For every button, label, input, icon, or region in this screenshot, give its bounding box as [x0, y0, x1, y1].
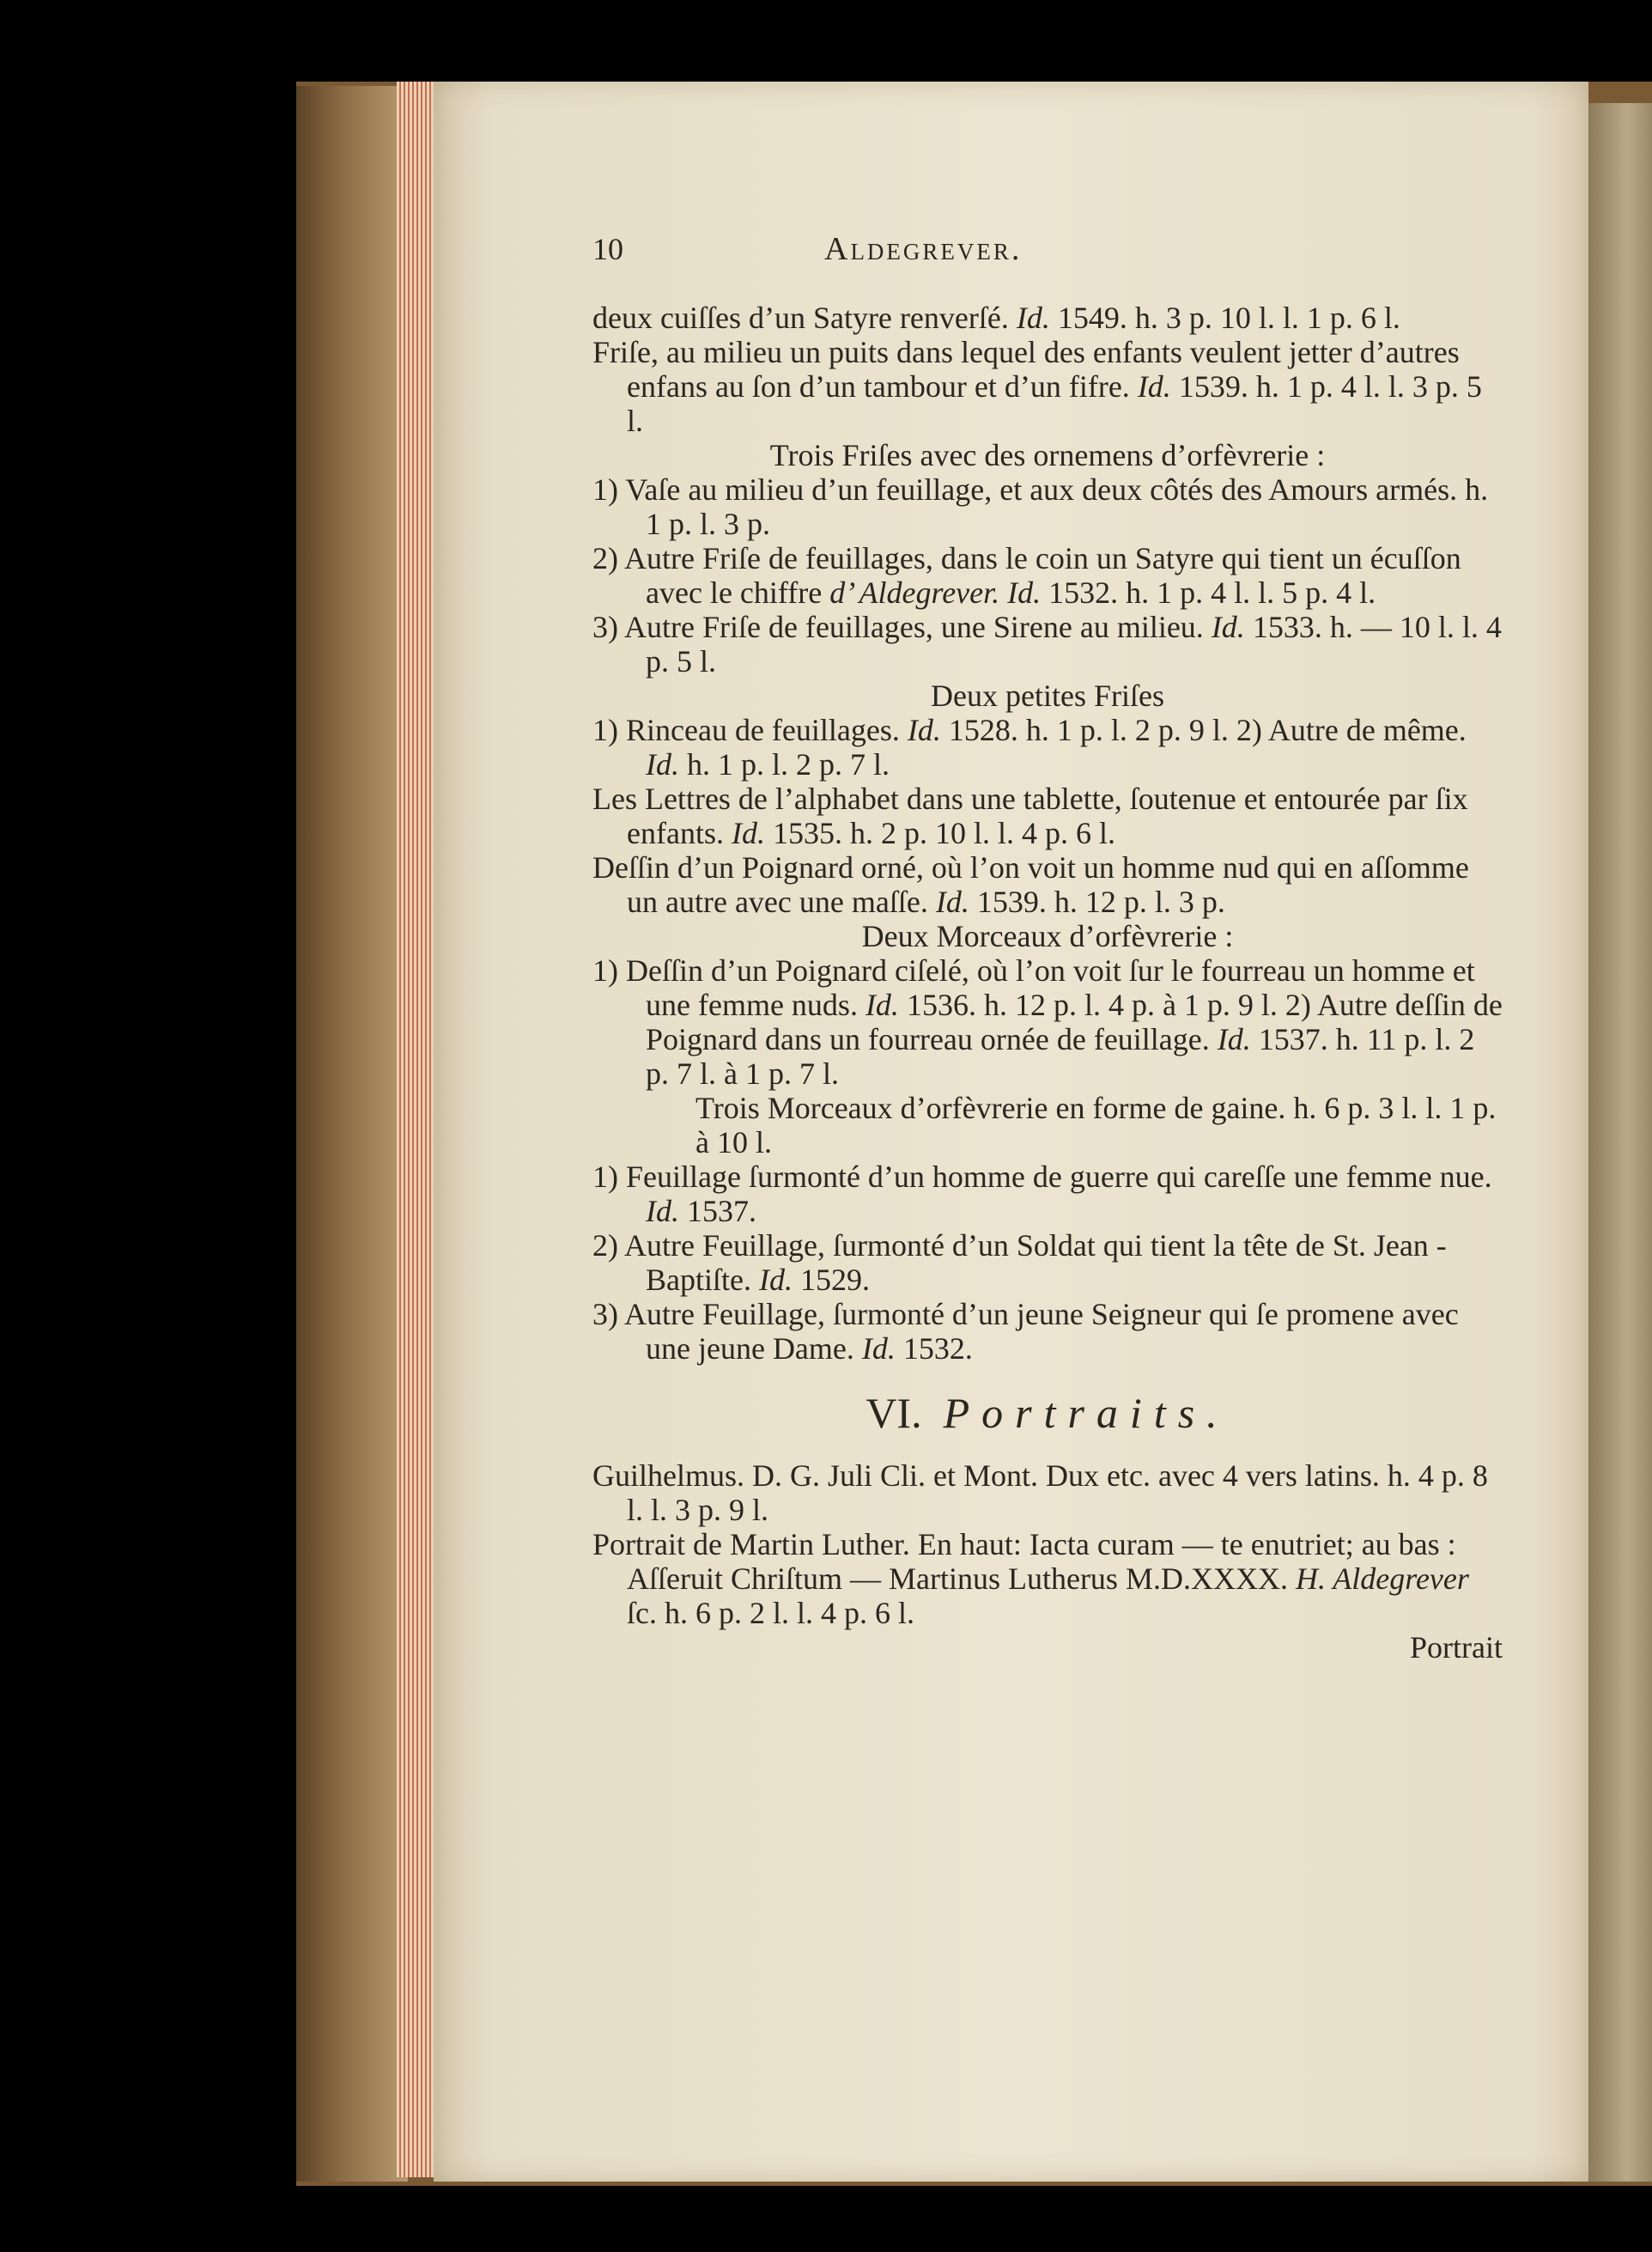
- page-number: 10: [592, 232, 623, 266]
- book-spine-edge: [296, 86, 408, 2182]
- entry-frise-puits: Friſe, au milieu un puits dans lequel des enfants veulent jetter d’autres enfans au ſon d’un tambour et d’un fifre. Id. 1539. h. 1 p. 4 l. l. 3 p. 5 l.: [592, 335, 1482, 438]
- catchword: Portrait: [1410, 1630, 1503, 1665]
- entry-dessin-poignard: Deſſin d’un Poignard orné, où l’on voit un homme nud qui en aſſomme un autre avec une maſſe. Id. 1539. h. 12 p. l. 3 p.: [592, 850, 1469, 919]
- subheading-deux-petites-frises: Deux petites Friſes: [931, 679, 1164, 713]
- section-heading-portraits: VI. Portraits.: [865, 1389, 1230, 1437]
- numbered-entry: 3) Autre Feuillage, ſurmonté d’un jeune Seigneur qui ſe promene avec une jeune Dame. Id. 1532.: [592, 1297, 1459, 1366]
- entry-portrait-guilhelmus: Guilhelmus. D. G. Juli Cli. et Mont. Dux etc. avec 4 vers latins. h. 4 p. 8 l. l. 3 p. 9 l.: [592, 1458, 1488, 1527]
- running-head: Aldegrever.: [824, 231, 1023, 267]
- entry-lettres-alphabet: Les Lettres de l’alphabet dans une tablette, ſoutenue et entourée par ſix enfants. Id. 1535. h. 2 p. 10 l. l. 4 p. 6 l.: [592, 782, 1468, 850]
- numbered-entry: 3) Autre Friſe de feuillages, une Sirene au milieu. Id. 1533. h. — 10 l. l. 4 p. 5 l.: [592, 610, 1502, 679]
- page-edges: [397, 82, 438, 2177]
- subheading-deux-morceaux: Deux Morceaux d’orfèvrerie :: [861, 919, 1234, 953]
- subheading-trois-frises: Trois Friſes avec des ornemens d’orfèvrerie :: [769, 438, 1326, 472]
- numbered-entry: 2) Autre Feuillage, ſurmonté d’un Soldat qui tient la tête de St. Jean - Baptiſte. Id. 1529.: [592, 1228, 1447, 1297]
- numbered-entry: 2) Autre Friſe de feuillages, dans le coin un Satyre qui tient un écuſſon avec le chiffre d’ Aldegrever. Id. 1532. h. 1 p. 4 l. l. 5 p. 4 l.: [592, 541, 1461, 610]
- numbered-entry: 1) Vaſe au milieu d’un feuillage, et aux deux côtés des Amours armés. h. 1 p. l. 3 p.: [592, 472, 1489, 541]
- facing-page-edge: [1588, 103, 1652, 2182]
- subheading-trois-morceaux: Trois Morceaux d’orfèvrerie en forme de gaine. h. 6 p. 3 l. l. 1 p. à 10 l.: [695, 1091, 1497, 1159]
- numbered-entry: 1) Feuillage ſurmonté d’un homme de guerre qui careſſe une femme nue. Id. 1537.: [592, 1159, 1492, 1228]
- entry-continuation: deux cuiſſes d’un Satyre renverſé. Id. 1549. h. 3 p. 10 l. l. 1 p. 6 l.: [592, 301, 1400, 335]
- numbered-entry: 1) Deſſin d’un Poignard ciſelé, où l’on voit ſur le fourreau un homme et une femme nuds. Id. 1536. h. 12 p. l. 4 p. à 1 p. 9 l. 2) Autre deſſin de Poignard dans un fourreau ornée de feuillage. Id. 1537. h. 11 p. l. 2 p. 7 l. à 1 p. 7 l.: [592, 953, 1503, 1091]
- page-content: [592, 232, 1503, 1665]
- entry-portrait-luther: Portrait de Martin Luther. En haut: Iacta curam — te enutriet; au bas : Aſſeruit Chriſtum — Martinus Lutherus M.D.XXXX. H. Aldegrever ſc. h. 6 p. 2 l. l. 4 p. 6 l.: [592, 1527, 1469, 1630]
- numbered-entry: 1) Rinceau de feuillages. Id. 1528. h. 1 p. l. 2 p. 9 l. 2) Autre de même. Id. h. 1 p. l. 2 p. 7 l.: [592, 713, 1467, 782]
- page-header: [592, 232, 1503, 275]
